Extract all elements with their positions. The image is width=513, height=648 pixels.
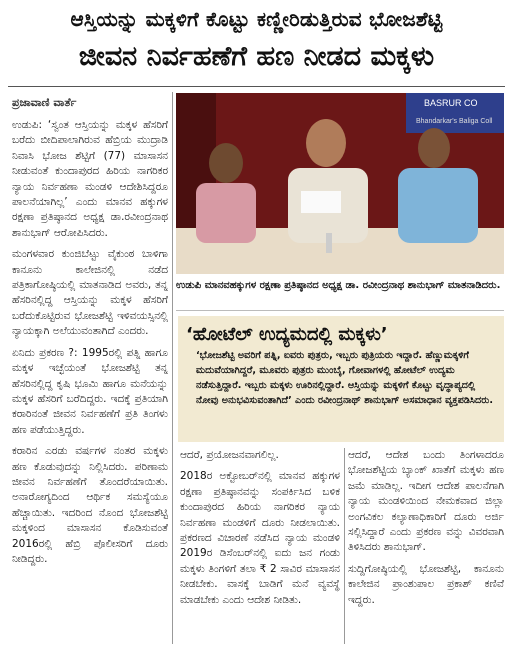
column-divider bbox=[172, 92, 173, 644]
photo-caption: ಉಡುಪಿ ಮಾನವಹಕ್ಕುಗಳ ರಕ್ಷಣಾ ಪ್ರತಿಷ್ಠಾನದ ಅಧ್ಯಕ್ಷ ಡಾ. ರವೀಂದ್ರನಾಥ ಶಾನುಭಾಗ್ ಮಾತನಾಡಿದರು. bbox=[176, 280, 501, 291]
news-photo bbox=[176, 93, 504, 274]
headline-kicker: ಆಸ್ತಿಯನ್ನು ಮಕ್ಕಳಿಗೆ ಕೊಟ್ಟು ಕಣ್ಣೀರಿಡುತ್ತಿರುವ ಭೋಜಶೆಟ್ಟಿ bbox=[70, 7, 443, 31]
banner-text: BASRUR CO bbox=[424, 98, 478, 108]
paragraph: ಕರಾರಿನ ಎರಡು ವರ್ಷಗಳ ನಂತರ ಮಕ್ಕಳು ಹಣ ಕೊಡುವುದನ್ನು ನಿಲ್ಲಿಸಿದರು. ಪರಿಣಾಮ ಜೀವನ ನಿರ್ವಹಣೆಗೆ ತೊಂದರೆಯಾಯಿತು. ಅನಾರೋಗ್ಯದಿಂದ ಆರ್ಥಿಕ ಸಮಸ್ಯೆಯೂ ಹೆಚ್ಚಾಯಿತು. ಇದರಿಂದ ನೊಂದ ಭೋಜಶೆಟ್ಟಿ ಮಕ್ಕಳಿಂದ ಮಾಸಾಸನ ಕೊಡಿಸುವಂತೆ 2016ರಲ್ಲಿ ಹೆಬ್ರಿ ಪೊಲೀಸರಿಗೆ ದೂರು ನೀಡಿದ್ದರು. bbox=[12, 445, 168, 565]
pullquote-heading: ‘ಹೋಟೆಲ್ ಉದ್ಯಮದಲ್ಲಿ ಮಕ್ಕಳು’ bbox=[186, 324, 388, 345]
column-divider bbox=[344, 448, 345, 644]
paragraph: ಆದರೆ, ಆದೇಶ ಬಂದು ತಿಂಗಳಾದರೂ ಭೋಜಶೆಟ್ಟಿಯ ಬ್ಯಾಂಕ್ ಖಾತೆಗೆ ಮಕ್ಕಳು ಹಣ ಜಮೆ ಮಾಡಿಲ್ಲ. ಇದೀಗ ಆದೇಶ ಪಾಲನೆಗಾಗಿ ನ್ಯಾಯ ಮಂಡಳಿಯಿಂದ ನೇಮಕವಾದ ಜಿಲ್ಲಾ ಅಂಗವಿಕಲ ಕಲ್ಯಾಣಾಧಿಕಾರಿಗೆ ದೂರು ಅರ್ಜಿ ಸಲ್ಲಿಸಿದ್ದಾರೆ ಎಂದು ಪ್ರಕರಣ ವನ್ನು ವಿವರವಾಗಿ ತಿಳಿಸಿದರು ಶಾನುಭಾಗ್. bbox=[348, 449, 504, 554]
caption-rule bbox=[176, 310, 504, 311]
headline-main: ಜೀವನ ನಿರ್ವಹಣೆಗೆ ಹಣ ನೀಡದ ಮಕ್ಕಳು bbox=[78, 41, 435, 72]
paragraph: ಉಡುಪಿ: ‘ಸ್ವಂತ ಆಸ್ತಿಯನ್ನು ಮಕ್ಕಳ ಹೆಸರಿಗೆ ಬರೆದು ಬೀದಿಪಾಲಾಗಿರುವ ಹೆಬ್ರಿಯ ಮುದ್ರಾಡಿ ನಿವಾಸಿ ಭೋಜ ಶೆಟ್ಟಿಗೆ (77) ಮಾಸಾಸನ ನೀಡುವಂತೆ ಕುಂದಾಪುರದ ಹಿರಿಯ ನಾಗರಿಕರ ನ್ಯಾಯ ನಿರ್ವಹಣಾ ಮಂಡಳಿ ಆದೇಶಿಸಿದ್ದರೂ ಪಾಲನೆಯಾಗಿಲ್ಲ’ ಎಂದು ಮಾನವ ಹಕ್ಕುಗಳ ರಕ್ಷಣಾ ಪ್ರತಿಷ್ಠಾನದ ಅಧ್ಯಕ್ಷ ಡಾ.ರವೀಂದ್ರನಾಥ ಶಾನುಭಾಗ್ ಆರೋಪಿಸಿದರು. bbox=[12, 119, 168, 239]
press-conference-image bbox=[176, 93, 504, 274]
pullquote-text: ‘ಭೋಜಶೆಟ್ಟಿ ಅವರಿಗೆ ಪತ್ನಿ, ಐವರು ಪುತ್ರರು, ಇಬ್ಬರು ಪುತ್ರಿಯರು ಇದ್ದಾರೆ. ಹೆಣ್ಣುಮಕ್ಕಳಿಗೆ ಮದುವೆಯಾಗಿದ್ದರೆ, ಮೂವರು ಪುತ್ರರು ಮುಂಬೈ, ಗೋವಾಗಳಲ್ಲಿ ಹೋಟೆಲ್ ಉದ್ಯಮ ನಡೆಸುತ್ತಿದ್ದಾರೆ. ಇಬ್ಬರು ಮಕ್ಕಳು ಊರಿನಲ್ಲಿದ್ದಾರೆ. ಆಸ್ತಿಯನ್ನು ಮಕ್ಕಳಿಗೆ ಕೊಟ್ಟು ವೃದ್ಧಾಪ್ಯದಲ್ಲಿ ನೋವು ಅನುಭವಿಸುವಂತಾಗಿದೆ’ ಎಂದು ರವೀಂದ್ರನಾಥ್ ಶಾನುಭಾಗ್ ಅಸಮಾಧಾನ ವ್ಯಕ್ತಪಡಿಸಿದರು. bbox=[196, 350, 493, 406]
column-3 bbox=[348, 448, 504, 644]
paragraph: ಮಂಗಳವಾರ ಕುಂಜಿಬೆಟ್ಟು ವೈಕುಂಠ ಬಾಳಿಗಾ ಕಾನೂನು ಕಾಲೇಜಿನಲ್ಲಿ ನಡೆದ ಪತ್ರಿಕಾಗೋಷ್ಠಿಯಲ್ಲಿ ಮಾತನಾಡಿದ ಅವರು, ತನ್ನ ಹೆಸರಿನಲ್ಲಿದ್ದ ಆಸ್ತಿಯನ್ನು ಮಕ್ಕಳ ಹೆಸರಿಗೆ ಬರೆದುಕೊಟ್ಟಿರುವ ಭೋಜಶೆಟ್ಟಿ ಇಳಿವಯಸ್ಸಿನಲ್ಲಿ ನ್ಯಾಯಕ್ಕಾಗಿ ಅಲೆಯುವಂತಾಗಿದೆ ಎಂದರು. bbox=[12, 248, 168, 338]
banner-sub: Bhandarkar's Baliga Coll bbox=[416, 118, 493, 125]
column-2 bbox=[180, 448, 340, 644]
paragraph: ಸುದ್ದಿಗೋಷ್ಠಿಯಲ್ಲಿ ಭೋಜಶೆಟ್ಟಿ, ಕಾನೂನು ಕಾಲೇಜಿನ ಪ್ರಾಂಶುಪಾಲ ಪ್ರಕಾಶ್ ಕಣಿವೆ ಇದ್ದರು. bbox=[348, 562, 504, 606]
paragraph: 2018ರ ಅಕ್ಟೋಬರ್‌ನಲ್ಲಿ ಮಾನವ ಹಕ್ಕುಗಳ ರಕ್ಷಣಾ ಪ್ರತಿಷ್ಠಾನವನ್ನು ಸಂಪರ್ಕಿಸಿದ ಬಳಿಕ ಕುಂದಾಪುರದ ಹಿರಿಯ ನಾಗರಿಕರ ನ್ಯಾಯ ನಿರ್ವಹಣಾ ಮಂಡಳಿಗೆ ದೂರು ನೀಡಲಾಯಿತು. ಪ್ರಕರಣದ ವಿಚಾರಣೆ ನಡೆಸಿದ ನ್ಯಾಯ ಮಂಡಳಿ 2019ರ ಡಿಸೆಂಬರ್‌ನಲ್ಲಿ ಐದು ಜನ ಗಂಡು ಮಕ್ಕಳು ತಿಂಗಳಿಗೆ ತಲಾ ₹ 2 ಸಾವಿರ ಮಾಸಾಸನ ನೀಡಬೇಕು. ವಾಸಕ್ಕೆ ಬಾಡಿಗೆ ಮನೆ ವ್ಯವಸ್ಥೆ ಮಾಡಬೇಕು ಎಂದು ಆದೇಶ ನೀಡಿತು. bbox=[180, 470, 340, 606]
headline-rule bbox=[8, 86, 505, 87]
byline: ಪ್ರಜಾವಾಣಿ ವಾರ್ತೆ bbox=[12, 96, 77, 109]
column-1 bbox=[12, 118, 168, 644]
paragraph: ಆದರೆ, ಪ್ರಯೋಜನವಾಗಲಿಲ್ಲ. bbox=[180, 449, 279, 461]
paragraph: ಏನಿದು ಪ್ರಕರಣ ?: 1995ರಲ್ಲಿ ಪತ್ನಿ ಹಾಗೂ ಮಕ್ಕಳ ಇಚ್ಛೆಯಂತೆ ಭೋಜಶೆಟ್ಟಿ ತನ್ನ ಹೆಸರಿನಲ್ಲಿದ್ದ ಕೃಷಿ ಭೂಮಿ ಹಾಗೂ ಮನೆಯನ್ನು ಮಕ್ಕಳ ಹೆಸರಿಗೆ ಬರೆದಿದ್ದರು. ಇದಕ್ಕೆ ಪ್ರತಿಯಾಗಿ ಕರಾರಿನಂತೆ ಜೀವನ ನಿರ್ವಹಣೆಗೆ ಪ್ರತಿ ತಿಂಗಳು ಹಣ ಪಡೆಯುತ್ತಿದ್ದರು. bbox=[12, 346, 168, 436]
